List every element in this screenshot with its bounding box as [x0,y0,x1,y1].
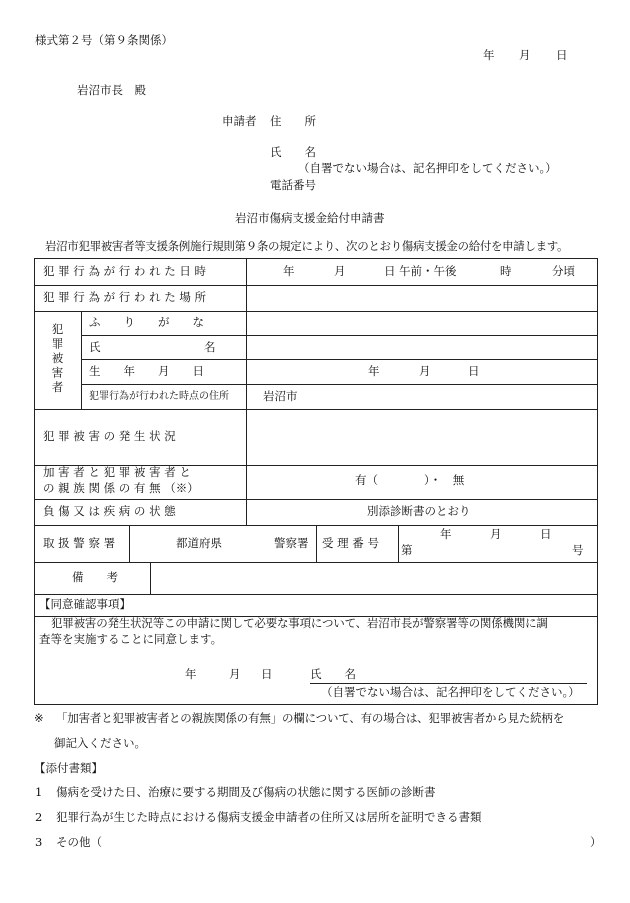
situation-input[interactable] [247,410,597,464]
place-label: 犯 罪 行 為 が 行 わ れ た 場 所 [43,290,207,304]
datetime-day: 日 [384,264,396,278]
rule [81,359,598,360]
date-year-label: 年 [483,48,495,62]
applicant-name-note: （自署でない場合は、記名押印をしてください。） [298,161,557,175]
victim-furigana-input[interactable] [247,312,597,334]
police-station-input[interactable] [130,526,315,561]
situation-label: 犯 罪 被 害 の 発 生 状 況 [43,429,176,443]
injury-label: 負 傷 又 は 疾 病 の 状 態 [43,504,176,518]
police-station: 警察署 [274,536,309,550]
victim-furigana-label: ふ り が な [89,315,204,329]
remarks-input[interactable] [151,563,597,593]
date-day-label: 日 [556,48,568,62]
footnote-mark: ※ [34,711,44,725]
application-form-table [34,258,598,617]
form-number: 様式第２号（第９条関係） [35,33,173,47]
consent-month: 月 [229,667,241,681]
victim-birth-year: 年 [368,364,380,378]
applicant-phone-label: 電話番号 [270,178,316,192]
applicant-name-label: 氏 名 [270,145,316,159]
datetime-input[interactable] [247,260,597,284]
attachment-1-text: 傷病を受けた日、治療に要する期間及び傷病の状態に関する医師の診断書 [56,785,436,799]
attachment-2-num: 2 [35,810,43,824]
victim-address-label: 犯罪行為が行われた時点の住所 [89,391,229,402]
relation-label-line1: 加 害 者 と 犯 罪 被 害 者 と [43,465,191,479]
place-input[interactable] [247,286,597,310]
attachment-3-num: 3 [35,835,43,849]
police-prefecture: 都道府県 [176,536,222,550]
attachment-3-close: ） [590,835,602,849]
datetime-month: 月 [334,264,346,278]
rule [81,384,598,385]
receipt-go: 号 [572,543,584,557]
consent-line2: 査等を実施することに同意します。 [39,632,223,646]
applicant-address-label: 住 所 [270,114,316,128]
receipt-number-input[interactable] [399,526,597,561]
rule [316,525,317,562]
datetime-label: 犯 罪 行 為 が 行 わ れ た 日 時 [43,264,207,278]
victim-birth-month: 月 [419,364,431,378]
datetime-year: 年 [283,264,295,278]
consent-name-input[interactable] [313,663,587,683]
remarks-label: 備 考 [72,570,118,584]
receipt-month: 月 [490,527,502,541]
footnote-line2: 御記入ください。 [54,736,146,750]
applicant-label: 申請者 [222,114,257,128]
addressee: 岩沼市長 殿 [77,83,146,97]
consent-name-note: （自署でない場合は、記名押印をしてください。） [321,685,580,699]
police-label: 取 扱 警 察 署 [43,536,116,550]
attachment-1-num: 1 [35,785,43,799]
consent-line1: 犯罪被害の発生状況等この申請に関して必要な事項について、岩沼市長が警察署等の関係機関に調 [51,616,548,630]
footnote-line1: 「加害者と犯罪被害者との親族関係の有無」の欄について、有の場合は、犯罪被害者から見た続柄を [56,711,565,725]
receipt-number-label: 受 理 番 号 [322,536,379,550]
victim-name-label: 氏 名 [89,340,216,354]
datetime-ampm: 午前・午後 [399,264,457,278]
consent-heading: 【同意確認事項】 [39,597,131,611]
receipt-day: 日 [540,527,552,541]
consent-day: 日 [261,667,273,681]
victim-address-value[interactable]: 岩沼市 [263,389,298,403]
attachment-3-text: その他（ [56,835,102,849]
rule [35,499,598,500]
consent-name-label: 氏 名 [310,667,356,681]
relation-label-line2: の 親 族 関 係 の 有 無 （※） [43,481,199,495]
injury-value: 別添診断書のとおり [367,504,471,518]
consent-box [34,616,598,705]
victim-group-label: 犯罪被害者 [50,323,65,396]
intro-text: 岩沼市犯罪被害者等支援条例施行規則第９条の規定により、次のとおり傷病支援金の給付を申請します。 [45,239,569,253]
receipt-dai: 第 [401,543,413,557]
rule [81,311,82,409]
date-month-label: 月 [519,48,531,62]
consent-name-line [310,683,587,684]
rule [35,594,598,595]
document-title: 岩沼市傷病支援金給付申請書 [235,211,385,225]
receipt-year: 年 [440,527,452,541]
consent-year: 年 [185,667,197,681]
victim-birth-day: 日 [468,364,480,378]
victim-birth-label: 生 年 月 日 [89,364,204,378]
relation-value[interactable]: 有（ ）・ 無 [355,473,465,487]
datetime-minute: 分頃 [552,264,575,278]
attachments-heading: 【添付書類】 [34,761,103,775]
attachment-2-text: 犯罪行為が生じた時点における傷病支援金申請者の住所又は居所を証明できる書類 [56,810,482,824]
datetime-hour: 時 [500,264,512,278]
victim-name-input[interactable] [247,336,597,358]
attachment-3-input[interactable] [120,834,580,852]
